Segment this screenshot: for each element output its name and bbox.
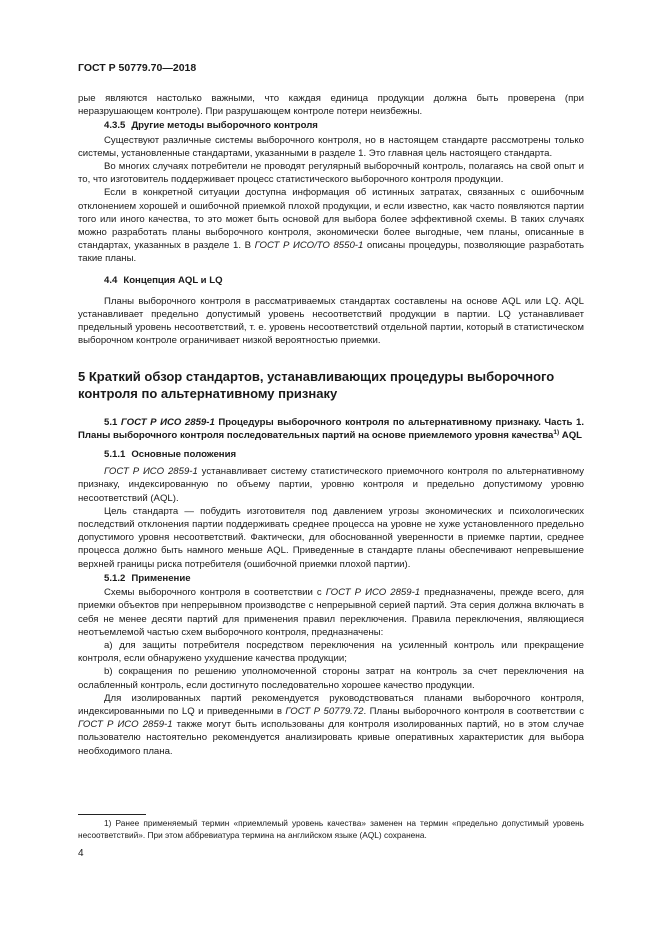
footnote	[78, 818, 584, 841]
page-body	[78, 92, 584, 758]
footnote-text: Ранее применяемый термин «приемлемый уровень качества» заменен на термин «предельно допустимый уровень несоответствий». При этом аббревиатура термина на английском языке (AQL) сохранена.	[78, 818, 584, 840]
standard-reference: ГОСТ Р 50779.72	[285, 705, 364, 717]
standard-reference: ГОСТ Р ИСО 2859-1	[104, 466, 198, 478]
heading-5-1-1	[104, 448, 584, 461]
heading-title: Другие методы выборочного контроля	[131, 120, 318, 132]
heading-title: Применение	[131, 572, 191, 584]
paragraph	[78, 692, 584, 758]
heading-4-4	[104, 274, 584, 287]
paragraph: Цель стандарта — побудить изготовителя под давлением угрозы экономических и психологических последствий отклонения партии поддерживать среднее процесса на уровне не хуже установленного предельно допустимого уровня несоответствий. Фактически, для обоснованной уверенности в приемке партии, среднее процесса должно быть намного меньше AQL. Приведенные в стандарте планы обеспечивают непревышение верхней границы риска потребителя (ошибочной приемки плохой партии).	[78, 505, 584, 570]
heading-4-3-5	[104, 119, 584, 132]
text-run: Для изолированных партий рекомендуется руководствоваться планами выборочного контроля, индексированными по LQ и приведенными в	[78, 692, 584, 717]
text-run: описаны процедуры, позволяющие разработать такие планы.	[78, 240, 584, 265]
heading-number: 5.1	[104, 416, 118, 428]
section-5-heading: 5 Краткий обзор стандартов, устанавливающих процедуры выборочного контроля по альтернативному признаку	[78, 368, 555, 401]
heading-title: Концепция AQL и LQ	[123, 274, 223, 286]
paragraph-intro: рые являются настолько важными, что каждая единица продукции должна быть проверена (при неразрушающем контроле). При разрушающем контроле потери неизбежны.	[78, 93, 584, 118]
standard-reference: ГОСТ Р ИСО/ТО 8550-1	[254, 240, 364, 252]
paragraph	[78, 465, 584, 505]
footnote-divider	[78, 814, 146, 815]
paragraph: Во многих случаях потребители не проводят регулярный выборочный контроль, полагаясь на свой опыт и то, что изготовитель поддерживает процесс статистического выборочного контроля продукции.	[78, 161, 584, 186]
text-run: устанавливает систему статистического приемочного контроля по альтернативному признаку, индексированную по объему партии, уровню контроля и предельно допустимому уровню несоответствий (AQL).	[78, 466, 584, 504]
text-run: Схемы выборочного контроля в соответствии с	[104, 587, 326, 599]
footnote-mark: 1)	[104, 818, 112, 828]
heading-number: 5.1.2	[104, 572, 126, 584]
text-run: предназначены, прежде всего, для приемки объектов при непрерывном производстве с непрерывной серией партий. Эта серия должна включать в себя не менее десяти партий для применения правил переключения. Правила переключения, являющиеся неотъемлемой частью схем выборочного контроля, предназначены:	[78, 587, 585, 638]
heading-number: 4.4	[104, 274, 118, 286]
paragraph: Планы выборочного контроля в рассматриваемых стандартах составлены на основе AQL или LQ. AQL устанавливает предельно допустимый уровень несоответствий продукции в партии. LQ устанавливает предельный уровень несоответствий, т. е. уровень несоответствий отдельной партии, который в статистическом выборочном контроле ограничивает низкой вероятностью приемки.	[78, 295, 584, 347]
text-run: AQL	[559, 429, 583, 441]
paragraph	[78, 586, 584, 639]
footnote-marker: 1)	[553, 428, 560, 436]
standard-reference: ГОСТ Р ИСО 2859-1	[78, 719, 173, 731]
standard-reference: ГОСТ Р ИСО 2859-1	[120, 416, 215, 428]
text-run: Если в конкретной ситуации доступна информация об истинных затратах, связанных с ошибочным отклонением хорошей и ошибочной приемкой плохой продукции, и если известно, как часто появляются партии того или иного качества, то это может быть основой для выбора более эффективной схемы. В таких случаях можно разработать планы выборочного контроля, экономически более выгодные, чем планы, описанные в стандартах, указанных в разделе 1. В	[78, 187, 584, 252]
document-header: ГОСТ Р 50779.70—2018	[78, 62, 197, 74]
text-run: . Планы выборочного контроля в соответствии с	[363, 705, 585, 717]
text-run: также могут быть использованы для контроля изолированных партий, но в этом случае пользователю настоятельно рекомендуется анализировать кривые оперативных характеристик для выбора необходимого плана.	[78, 719, 584, 757]
paragraph	[78, 186, 584, 265]
heading-number: 5.1.1	[104, 449, 126, 461]
paragraph: Существуют различные системы выборочного контроля, но в настоящем стандарте рассмотрены только системы, установленные стандартами, указанными в разделе 1. Это главная цель настоящего стандарта.	[78, 134, 584, 159]
subsection-5-1-heading	[78, 416, 584, 442]
list-item: а) для защиты потребителя посредством переключения на усиленный контроль или прекращение контроля, если обнаружено ухудшение качества продукции;	[78, 639, 584, 665]
text-run: Процедуры выборочного контроля по альтернативному признаку. Часть 1. Планы выборочного контроля последовательных партий на основе приемлемого уровня качества	[78, 416, 584, 441]
heading-title: Основные положения	[131, 449, 237, 461]
heading-5-1-2	[104, 572, 584, 585]
standard-reference: ГОСТ Р ИСО 2859-1	[325, 587, 421, 599]
page-number: 4	[78, 848, 84, 859]
heading-number: 4.3.5	[104, 120, 126, 132]
list-item: b) сокращения по решению уполномоченной стороны затрат на контроль за счет переключения на ослабленный контроль, если достигнуто последовательно хорошее качество продукции.	[78, 666, 584, 691]
